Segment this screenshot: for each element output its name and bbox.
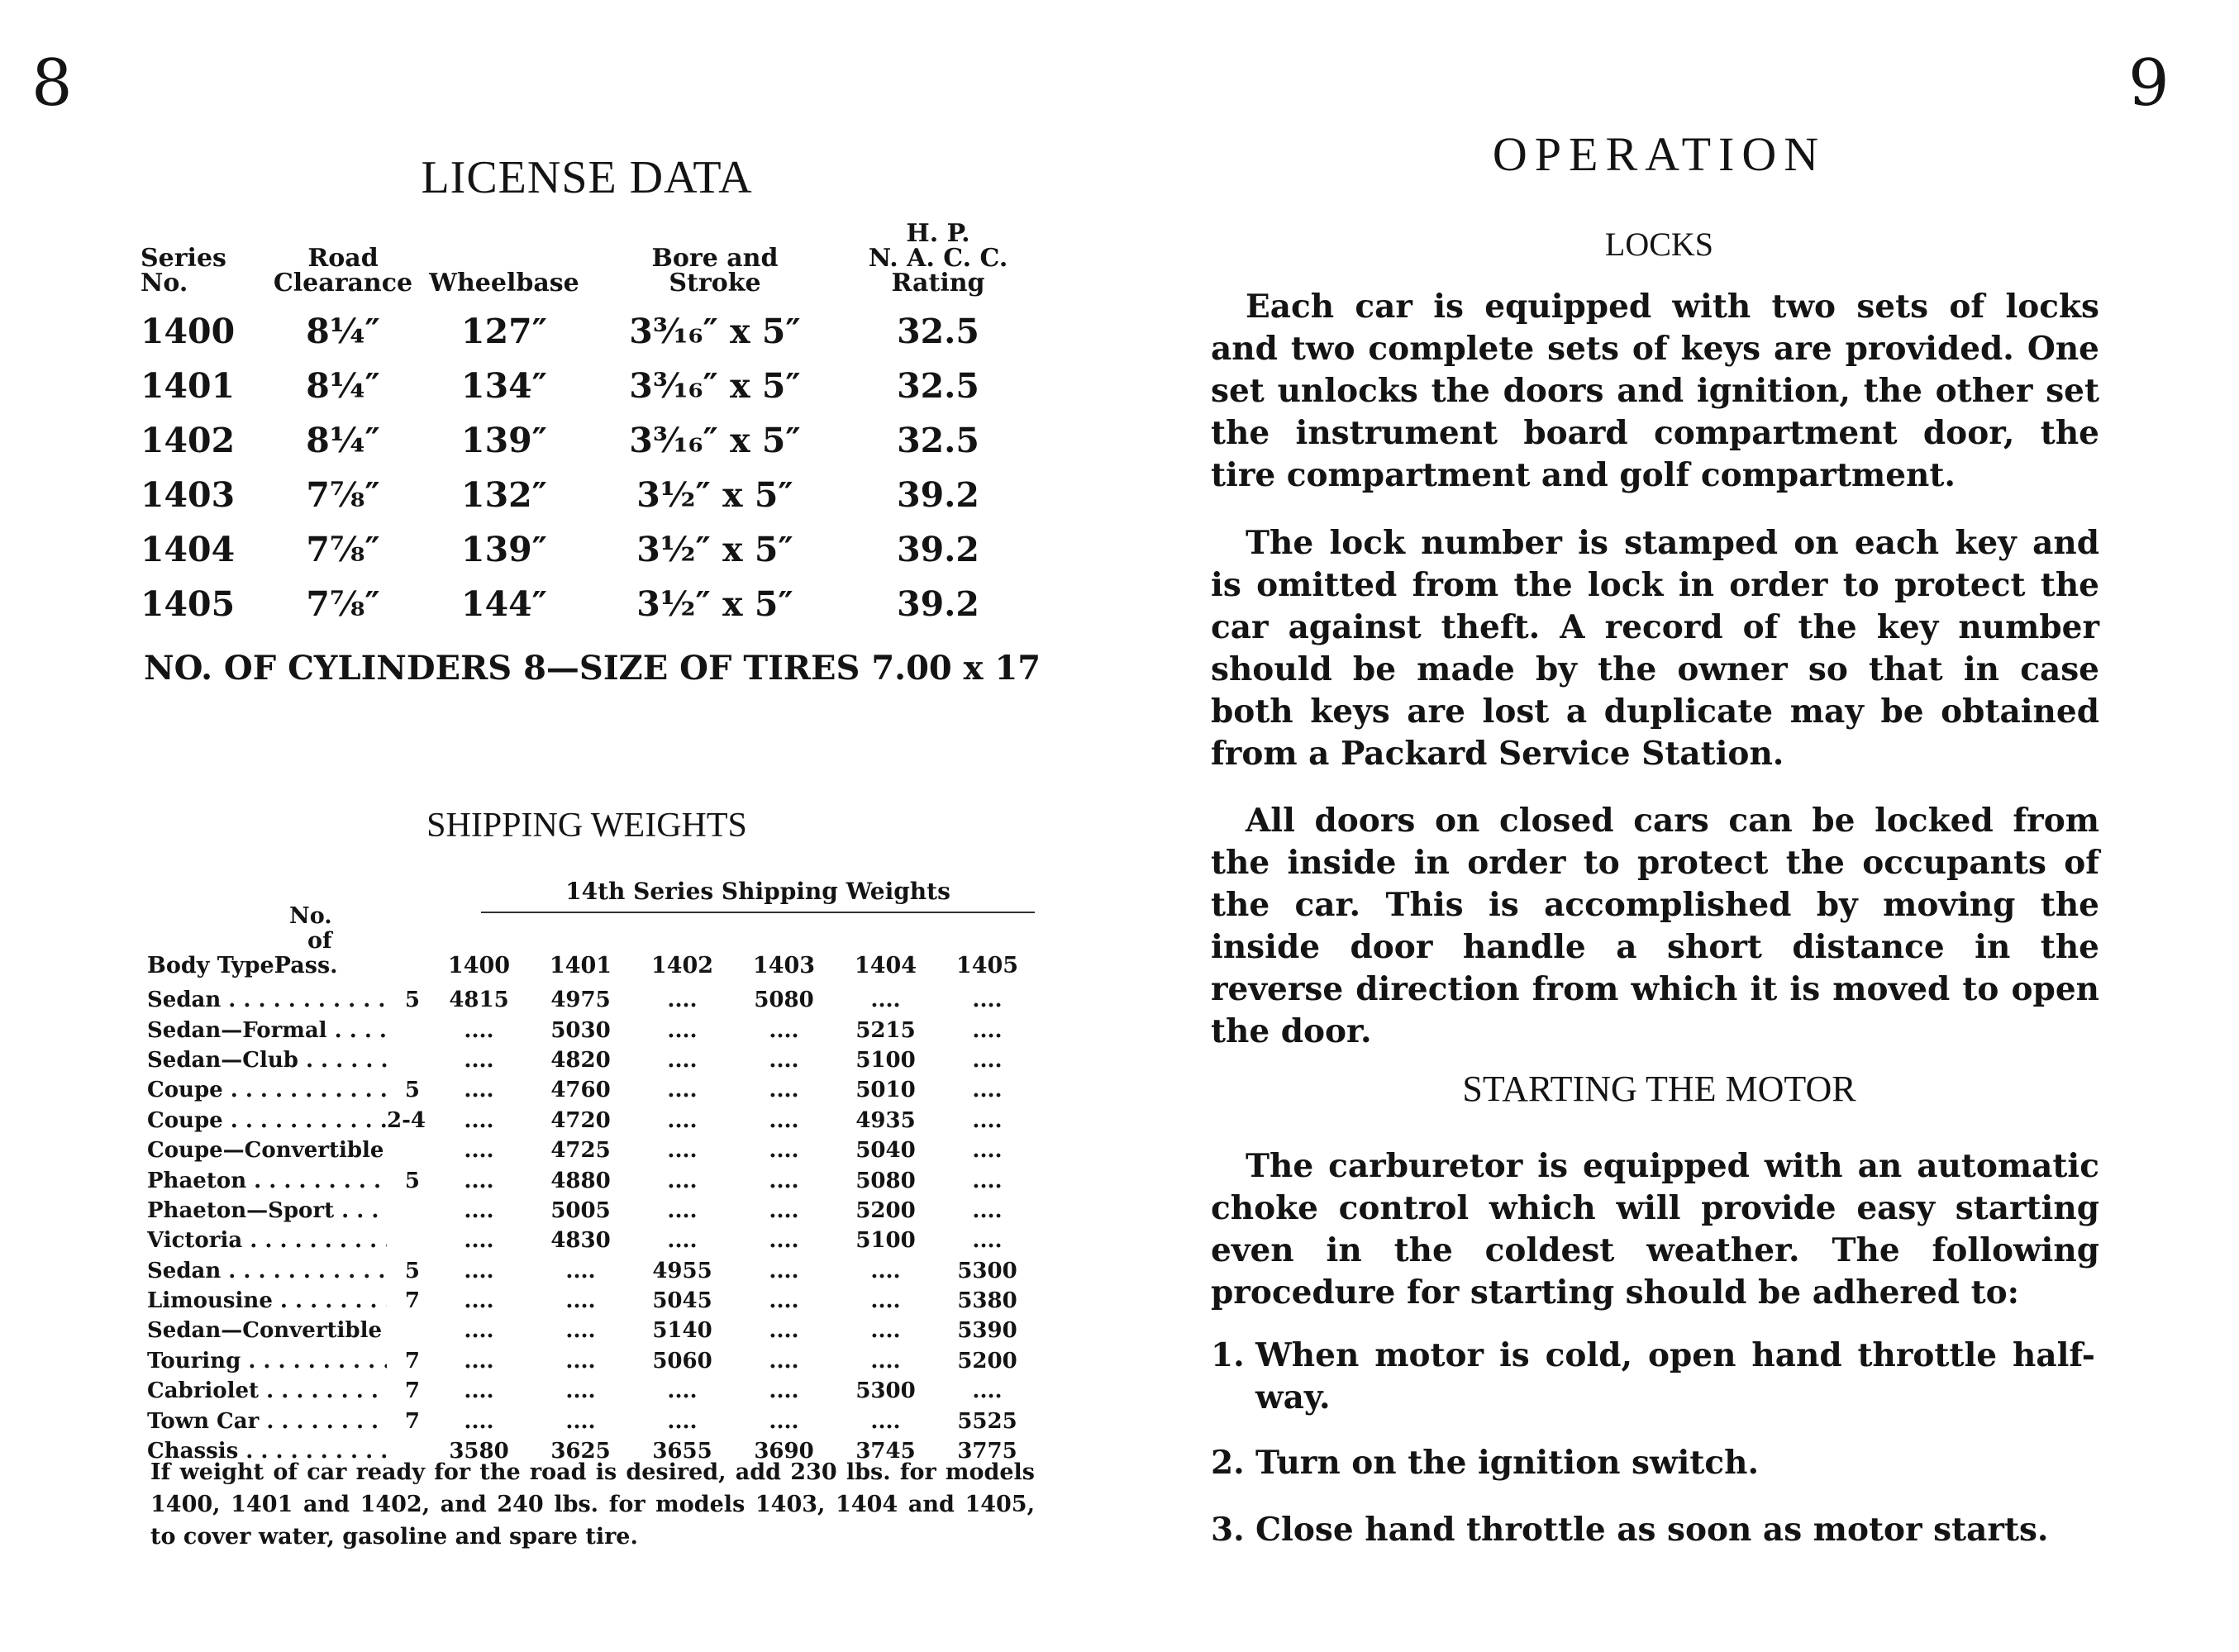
license-data-row <box>141 359 1033 413</box>
shipping-weight-cell: 4935 <box>855 1107 916 1133</box>
shipping-body-type: Sedan . . . 5 <box>147 1256 428 1286</box>
shipping-weights-title: SHIPPING WEIGHTS <box>426 807 747 845</box>
license-cell: 127″ <box>461 312 547 351</box>
shipping-weight-cell: 4830 <box>550 1228 611 1254</box>
shipping-pass-count: 5 <box>404 1078 420 1103</box>
license-data-row <box>141 413 1033 468</box>
shipping-weight-cell: 3690 <box>754 1439 814 1464</box>
shipping-weight-cell: .... <box>667 1408 698 1434</box>
shipping-weight-cell: 5200 <box>855 1197 916 1223</box>
license-header-series: Series No. <box>141 244 226 298</box>
shipping-weight-cell: .... <box>464 1348 494 1373</box>
cylinders-tires-line: NO. OF CYLINDERS 8—SIZE OF TIRES 7.00 x 17 <box>144 649 1041 688</box>
shipping-weight-cell: .... <box>464 1258 494 1283</box>
shipping-row <box>147 1346 1038 1376</box>
shipping-weight-cell: 5030 <box>550 1017 611 1043</box>
shipping-pass-count: 7 <box>404 1288 420 1314</box>
shipping-row <box>147 1256 1038 1286</box>
shipping-weight-cell: .... <box>464 1017 494 1043</box>
shipping-weight-cell: .... <box>972 1168 1003 1193</box>
shipping-body-type: Phaeton—Sport . . . <box>147 1196 428 1226</box>
shipping-weight-cell: .... <box>464 1168 494 1193</box>
step-number: 3. <box>1211 1511 1245 1549</box>
shipping-weight-cell: 4720 <box>550 1107 611 1133</box>
shipping-row <box>147 1106 1038 1135</box>
shipping-weight-cell: .... <box>769 1017 799 1043</box>
shipping-weight-cell: .... <box>565 1348 596 1373</box>
shipping-pass-count: 7 <box>404 1348 420 1373</box>
license-data-row <box>141 304 1033 359</box>
shipping-header-model: 1402 <box>650 953 714 978</box>
shipping-weight-cell: 3625 <box>550 1439 611 1464</box>
license-cell: 39.2 <box>897 475 979 515</box>
shipping-weight-cell: .... <box>870 1408 901 1434</box>
shipping-body-type: Sedan—Convertible . . . <box>147 1316 428 1345</box>
license-cell: 1400 <box>141 312 236 351</box>
license-cell: 3½″ x 5″ <box>636 584 793 624</box>
license-cell: 144″ <box>461 584 547 624</box>
shipping-body-type: Coupe . . . 2-4 <box>147 1106 428 1135</box>
shipping-weight-cell: .... <box>667 1168 698 1193</box>
shipping-weight-cell: .... <box>667 1107 698 1133</box>
shipping-weight-cell: .... <box>464 1288 494 1314</box>
shipping-weight-cell: .... <box>972 1017 1003 1043</box>
license-cell: 3½″ x 5″ <box>636 475 793 515</box>
shipping-header-model: 1405 <box>955 953 1019 978</box>
shipping-weight-cell: 5200 <box>957 1348 1017 1373</box>
shipping-weight-cell: .... <box>667 1047 698 1073</box>
shipping-header-model: 1400 <box>447 953 511 978</box>
shipping-weight-cell: 4815 <box>449 988 509 1013</box>
starting-motor-heading: STARTING THE MOTOR <box>1462 1069 1856 1109</box>
starting-step <box>1211 1335 2099 1419</box>
shipping-weight-cell: 5390 <box>957 1318 1017 1344</box>
shipping-weight-cell: 4725 <box>550 1138 611 1164</box>
license-cell: 7⅞″ <box>306 530 380 569</box>
shipping-weight-cell: 4880 <box>550 1168 611 1193</box>
license-data-row <box>141 577 1033 631</box>
shipping-weight-cell: 5300 <box>957 1258 1017 1283</box>
shipping-weight-cell: .... <box>972 1047 1003 1073</box>
shipping-weights-table <box>147 904 1038 1466</box>
shipping-weight-cell: .... <box>972 1197 1003 1223</box>
shipping-weight-cell: .... <box>565 1378 596 1404</box>
shipping-weight-cell: 5040 <box>855 1138 916 1164</box>
shipping-body-type: Sedan—Formal . . . <box>147 1015 428 1045</box>
shipping-body-type: Victoria . . . <box>147 1226 428 1255</box>
shipping-weight-cell: .... <box>769 1138 799 1164</box>
shipping-weight-cell: .... <box>667 1197 698 1223</box>
shipping-row <box>147 1316 1038 1345</box>
shipping-body-type: Coupe—Convertible . . . <box>147 1135 428 1165</box>
license-header-wheelbase: Wheelbase <box>429 269 579 298</box>
shipping-weight-cell: .... <box>972 1228 1003 1254</box>
license-data-rows <box>141 304 1033 631</box>
shipping-weight-cell: .... <box>870 1348 901 1373</box>
license-cell: 139″ <box>461 421 547 460</box>
step-number: 1. <box>1211 1336 1245 1374</box>
license-cell: 3³⁄₁₆″ x 5″ <box>629 366 801 406</box>
shipping-header-model: 1401 <box>549 953 612 978</box>
shipping-weight-cell: 5005 <box>550 1197 611 1223</box>
shipping-note: If weight of car ready for the road is desired, add 230 lbs. for models 1400, 1401 and 1402, and 240 lbs. for models 1403, 1404 and 1405, to cover water, gasoline and spare tire. <box>150 1459 1035 1550</box>
shipping-weight-cell: .... <box>464 1318 494 1344</box>
shipping-weight-cell: 5100 <box>855 1228 916 1254</box>
shipping-pass-count: 2-4 <box>387 1107 426 1133</box>
shipping-body-type: Touring . . . 7 <box>147 1346 428 1376</box>
locks-paragraph: All doors on closed cars can be locked from the inside in order to protect the occupants of the car. This is accomplished by moving the inside door handle a short distance in the reverse direction from which it is moved to open the door. <box>1211 802 2099 1050</box>
shipping-weight-cell: .... <box>769 1348 799 1373</box>
shipping-row <box>147 985 1038 1015</box>
step-number: 2. <box>1211 1444 1245 1482</box>
license-header-hp: H. P. N. A. C. C. Rating <box>868 219 1008 298</box>
shipping-weight-cell: .... <box>769 1168 799 1193</box>
shipping-header-model: 1404 <box>854 953 917 978</box>
shipping-row <box>147 1015 1038 1045</box>
step-text: Close hand throttle as soon as motor starts. <box>1255 1511 2049 1549</box>
shipping-weight-cell: .... <box>565 1408 596 1434</box>
license-data-title: LICENSE DATA <box>421 152 753 203</box>
shipping-weight-cell: 5100 <box>855 1047 916 1073</box>
shipping-weight-cell: .... <box>972 1107 1003 1133</box>
license-cell: 1403 <box>141 475 236 515</box>
shipping-weight-cell: .... <box>565 1258 596 1283</box>
license-data-row <box>141 522 1033 577</box>
locks-heading: LOCKS <box>1604 226 1714 263</box>
shipping-weight-cell: .... <box>667 1017 698 1043</box>
license-cell: 8¼″ <box>306 312 380 351</box>
shipping-weight-cell: .... <box>769 1107 799 1133</box>
shipping-weight-cell: .... <box>769 1078 799 1103</box>
shipping-weight-cell: .... <box>769 1258 799 1283</box>
shipping-weight-cell: .... <box>769 1408 799 1434</box>
shipping-weight-cell: .... <box>565 1288 596 1314</box>
shipping-header-row <box>147 904 1038 985</box>
license-cell: 32.5 <box>897 421 979 460</box>
shipping-header-model: 1403 <box>752 953 816 978</box>
shipping-row <box>147 1165 1038 1195</box>
shipping-weight-cell: .... <box>972 1138 1003 1164</box>
shipping-body-type: Sedan—Club . . . <box>147 1045 428 1075</box>
locks-paragraph: Each car is equipped with two sets of locks and two complete sets of keys are provided. One set unlocks the doors and ignition, the other set the instrument board compartment door, the tire compartment and golf compartment. <box>1211 288 2099 494</box>
shipping-weight-cell: .... <box>769 1047 799 1073</box>
shipping-weight-cell: .... <box>464 1047 494 1073</box>
shipping-weight-cell: .... <box>769 1288 799 1314</box>
license-data-table <box>141 221 1033 631</box>
shipping-weight-cell: .... <box>972 1378 1003 1404</box>
shipping-row <box>147 1075 1038 1105</box>
shipping-weight-cell: 4820 <box>550 1047 611 1073</box>
shipping-weight-cell: .... <box>667 1378 698 1404</box>
license-cell: 1402 <box>141 421 236 460</box>
shipping-row <box>147 1135 1038 1165</box>
shipping-row <box>147 1286 1038 1316</box>
shipping-row <box>147 1196 1038 1226</box>
license-cell: 8¼″ <box>306 366 380 406</box>
operation-title: OPERATION <box>1492 127 1827 181</box>
shipping-weight-cell: 5010 <box>855 1078 916 1103</box>
shipping-weight-cell: 5140 <box>652 1318 712 1344</box>
shipping-row <box>147 1226 1038 1255</box>
shipping-body-type: Coupe . . . 5 <box>147 1075 428 1105</box>
shipping-weight-cell: 3775 <box>957 1439 1017 1464</box>
step-text: When motor is cold, open hand throttle half-way. <box>1255 1336 2095 1416</box>
shipping-weight-cell: 3580 <box>449 1439 509 1464</box>
shipping-weight-cell: 5215 <box>855 1017 916 1043</box>
shipping-weight-cell: .... <box>769 1378 799 1404</box>
shipping-weight-cell: .... <box>769 1318 799 1344</box>
license-cell: 1405 <box>141 584 236 624</box>
shipping-body-type: Chassis . . . <box>147 1436 428 1466</box>
shipping-row <box>147 1045 1038 1075</box>
shipping-weight-cell: 3745 <box>855 1439 916 1464</box>
page-number-right: 9 <box>2128 46 2170 121</box>
license-header-row <box>141 221 1033 304</box>
shipping-weight-cell: .... <box>667 1138 698 1164</box>
shipping-weight-cell: 4955 <box>652 1258 712 1283</box>
shipping-weight-cell: .... <box>464 1078 494 1103</box>
license-cell: 39.2 <box>897 530 979 569</box>
license-cell: 139″ <box>461 530 547 569</box>
license-cell: 32.5 <box>897 366 979 406</box>
license-cell: 39.2 <box>897 584 979 624</box>
shipping-weight-cell: .... <box>870 1318 901 1344</box>
license-cell: 3½″ x 5″ <box>636 530 793 569</box>
locks-paragraph: The lock number is stamped on each key and is omitted from the lock in order to protect the car against theft. A record of the key number should be made by the owner so that in case both keys are lost a duplicate may be obtained from a Packard Service Station. <box>1211 524 2099 773</box>
shipping-weight-cell: .... <box>870 988 901 1013</box>
license-cell: 32.5 <box>897 312 979 351</box>
shipping-weight-cell: .... <box>464 1228 494 1254</box>
shipping-header-body-type: Body TypeNo. of Pass. <box>147 903 338 978</box>
license-header-bore: Bore and Stroke <box>651 244 779 298</box>
shipping-weight-cell: 5300 <box>855 1378 916 1404</box>
license-cell: 134″ <box>461 366 547 406</box>
shipping-body-type: Limousine . . . 7 <box>147 1286 428 1316</box>
shipping-weight-cell: 5080 <box>754 988 814 1013</box>
shipping-weight-cell: 5380 <box>957 1288 1017 1314</box>
license-header-clearance: Road Clearance <box>273 244 413 298</box>
license-cell: 1404 <box>141 530 236 569</box>
shipping-row <box>147 1406 1038 1435</box>
starting-step <box>1211 1509 2099 1551</box>
shipping-body-type: Phaeton . . . 5 <box>147 1165 428 1195</box>
shipping-pass-count: 7 <box>404 1378 420 1404</box>
shipping-pass-count: 7 <box>404 1408 420 1434</box>
license-cell: 8¼″ <box>306 421 380 460</box>
page-number-left: 8 <box>31 46 73 121</box>
license-cell: 7⅞″ <box>306 584 380 624</box>
shipping-pass-count: 5 <box>404 988 420 1013</box>
shipping-weight-cell: .... <box>870 1258 901 1283</box>
shipping-pass-count: 5 <box>404 1168 420 1193</box>
shipping-weight-cell: .... <box>667 988 698 1013</box>
shipping-weight-cell: 4975 <box>550 988 611 1013</box>
license-cell: 3³⁄₁₆″ x 5″ <box>629 312 801 351</box>
shipping-weight-cell: .... <box>667 1228 698 1254</box>
shipping-weight-cell: .... <box>972 1078 1003 1103</box>
shipping-weight-cell: .... <box>972 988 1003 1013</box>
shipping-weight-cell: 5525 <box>957 1408 1017 1434</box>
license-data-row <box>141 468 1033 522</box>
shipping-pass-count: 5 <box>404 1258 420 1283</box>
shipping-weight-cell: .... <box>464 1378 494 1404</box>
shipping-weight-cell: 4760 <box>550 1078 611 1103</box>
shipping-row <box>147 1376 1038 1406</box>
shipping-weight-cell: .... <box>769 1228 799 1254</box>
shipping-body-type: Cabriolet . . . 7 <box>147 1376 428 1406</box>
shipping-weights-subtitle: 14th Series Shipping Weights <box>481 878 1035 913</box>
shipping-weight-cell: 5060 <box>652 1348 712 1373</box>
shipping-weights-rows <box>147 985 1038 1466</box>
shipping-body-type: Town Car . . . 7 <box>147 1406 428 1435</box>
shipping-weight-cell: .... <box>870 1288 901 1314</box>
shipping-weight-cell: .... <box>565 1318 596 1344</box>
step-text: Turn on the ignition switch. <box>1255 1444 1760 1482</box>
license-cell: 132″ <box>461 475 547 515</box>
shipping-weight-cell: .... <box>464 1138 494 1164</box>
shipping-weight-cell: .... <box>769 1197 799 1223</box>
shipping-weight-cell: .... <box>464 1408 494 1434</box>
license-cell: 1401 <box>141 366 236 406</box>
shipping-weight-cell: .... <box>667 1078 698 1103</box>
starting-step <box>1211 1442 2099 1484</box>
shipping-weight-cell: 5080 <box>855 1168 916 1193</box>
shipping-weight-cell: 5045 <box>652 1288 712 1314</box>
shipping-weight-cell: .... <box>464 1197 494 1223</box>
license-cell: 7⅞″ <box>306 475 380 515</box>
shipping-weight-cell: 3655 <box>652 1439 712 1464</box>
shipping-weight-cell: .... <box>464 1107 494 1133</box>
license-cell: 3³⁄₁₆″ x 5″ <box>629 421 801 460</box>
starting-paragraph: The carburetor is equipped with an automatic choke control which will provide easy starting even in the coldest weather. The following procedure for starting should be adhered to: <box>1211 1147 2099 1312</box>
shipping-body-type: Sedan . . . 5 <box>147 985 428 1015</box>
